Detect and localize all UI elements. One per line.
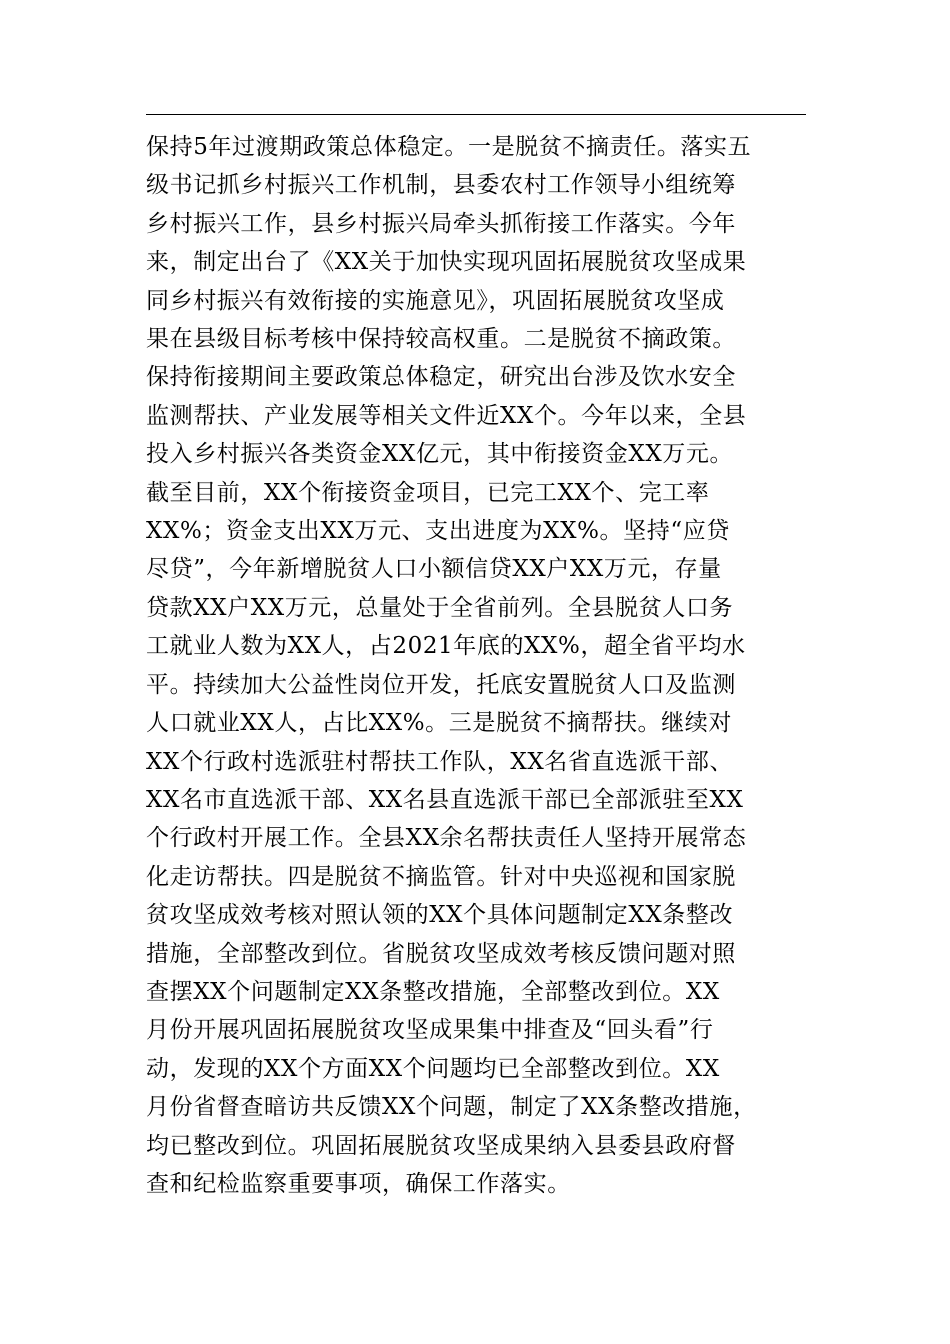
paragraph-line: 截至目前，XX个衔接资金项目，已完工XX个、完工率: [146, 479, 710, 506]
paragraph-line: 化走访帮扶。四是脱贫不摘监管。针对中央巡视和国家脱: [146, 863, 736, 890]
paragraph-line: 月份省督查暗访共反馈XX个问题，制定了XX条整改措施，: [146, 1094, 757, 1121]
paragraph-line: 监测帮扶、产业发展等相关文件近XX个。今年以来，全县: [146, 402, 747, 429]
paragraph-line: 尽贷”，今年新增脱贫人口小额信贷XX户XX万元，存量: [146, 556, 722, 583]
paragraph-line: 措施，全部整改到位。省脱贫攻坚成效考核反馈问题对照: [146, 940, 736, 967]
paragraph-line: 乡村振兴工作，县乡村振兴局牵头抓衔接工作落实。今年: [146, 210, 736, 237]
paragraph-line: 级书记抓乡村振兴工作机制，县委农村工作领导小组统筹: [146, 172, 736, 199]
paragraph-line: 来，制定出台了《XX关于加快实现巩固拓展脱贫攻坚成果: [146, 249, 747, 276]
paragraph-line: XX%；资金支出XX万元、支出进度为XX%。坚持“应贷: [146, 518, 730, 545]
paragraph-line: 查和纪检监察重要事项，确保工作落实。: [146, 1170, 571, 1197]
paragraph-line: 果在县级目标考核中保持较高权重。二是脱贫不摘政策。: [146, 326, 736, 353]
paragraph-line: XX名市直选派干部、XX名县直选派干部已全部派驻至XX: [146, 786, 744, 813]
paragraph-line: 个行政村开展工作。全县XX余名帮扶责任人坚持开展常态: [146, 825, 747, 852]
header-rule: [146, 114, 806, 115]
paragraph-line: 工就业人数为XX人，占2021年底的XX%，超全省平均水: [146, 633, 746, 660]
paragraph-line: 动，发现的XX个方面XX个问题均已全部整改到位。XX: [146, 1055, 720, 1082]
paragraph-line: 同乡村振兴有效衔接的实施意见》，巩固拓展脱贫攻坚成: [146, 287, 725, 314]
body-paragraph: [146, 128, 806, 1203]
paragraph-line: 平。持续加大公益性岗位开发，托底安置脱贫人口及监测: [146, 671, 736, 698]
paragraph-line: 人口就业XX人，占比XX%。三是脱贫不摘帮扶。继续对: [146, 710, 732, 737]
paragraph-line: 贫攻坚成效考核对照认领的XX个具体问题制定XX条整改: [146, 902, 734, 929]
paragraph-line: 均已整改到位。巩固拓展脱贫攻坚成果纳入县委县政府督: [146, 1132, 736, 1159]
paragraph-line: 查摆XX个问题制定XX条整改措施，全部整改到位。XX: [146, 978, 720, 1005]
paragraph-line: 投入乡村振兴各类资金XX亿元，其中衔接资金XX万元。: [146, 441, 734, 468]
paragraph-line: 保持5年过渡期政策总体稳定。一是脱贫不摘责任。落实五: [146, 134, 752, 160]
paragraph-line: 保持衔接期间主要政策总体稳定，研究出台涉及饮水安全: [146, 364, 736, 391]
paragraph-line: XX个行政村选派驻村帮扶工作队，XX名省直选派干部、: [146, 748, 734, 775]
paragraph-line: 月份开展巩固拓展脱贫攻坚成果集中排查及“回头看”行: [146, 1017, 714, 1044]
paragraph-line: 贷款XX户XX万元，总量处于全省前列。全县脱贫人口务: [146, 594, 734, 621]
